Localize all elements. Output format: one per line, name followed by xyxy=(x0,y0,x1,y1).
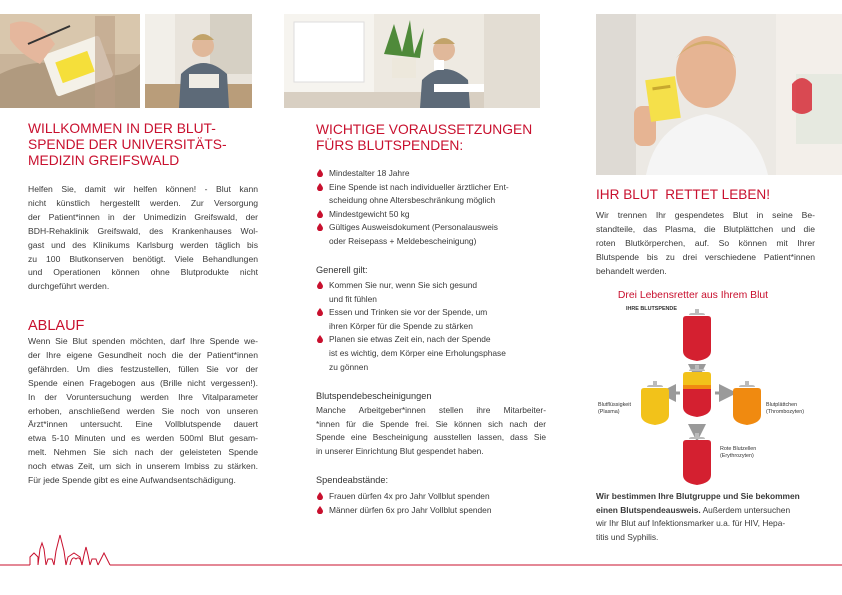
interval-item-text: Frauen dürfen 4x pro Jahr Vollblut spenden xyxy=(329,491,490,501)
rbc-label-sub: (Erythrozyten) xyxy=(720,453,754,459)
blood-component-diagram xyxy=(590,285,820,497)
platelets-label: Blutplättchen xyxy=(766,402,798,408)
general-item-text: zu gönnen xyxy=(329,361,369,372)
general-item xyxy=(316,333,556,374)
general-item xyxy=(316,279,556,306)
ablauf-heading: ABLAUF xyxy=(28,318,85,334)
interval-item-text: Männer dürfen 6x pro Jahr Vollblut spenden xyxy=(329,504,492,515)
blood-drop-icon xyxy=(317,169,323,177)
requirement-item-text: Eine Spende ist nach individueller ärztlicher Ent- xyxy=(329,181,509,192)
interval-item xyxy=(316,490,556,504)
blood-drop-icon xyxy=(317,506,323,514)
welcome-heading-line: MEDIZIN GREIFSWALD xyxy=(28,153,180,169)
platelets-label-sub: (Thrombozyten) xyxy=(766,409,805,415)
ablauf-text-line: Für jede Spende gibt es eine Aufwandsentschädigung. xyxy=(28,475,236,486)
welcome-text-line: und Operationen können ohne Blutprodukte nicht xyxy=(28,267,258,278)
welcome-text-line: BDH-Rehaklinik Greifswald, des Krankenhauses Wol- xyxy=(28,225,258,236)
requirement-item-text: Gültiges Ausweisdokument (Personalausweis xyxy=(329,222,498,233)
general-item-text: Essen und Trinken sie vor der Spende, um xyxy=(329,307,488,318)
platelets-bag xyxy=(733,381,761,425)
ablauf-text-line: Wenn Sie Blut spenden möchten, darf Ihre Spende we- xyxy=(28,336,258,346)
certificate-heading: Blutspendebescheinigungen xyxy=(316,391,432,401)
general-item xyxy=(316,306,556,333)
requirement-item-text: scheidung ohne Altersbeschränkung möglich xyxy=(329,195,496,206)
separation-text-line: Blutspende bis zu drei verschiedene Patient*innen xyxy=(596,251,815,262)
welcome-text-line: der Patient*innen in der Unimedizin Greifswald, der xyxy=(28,211,258,222)
ablauf-text xyxy=(28,335,258,488)
interval-heading: Spendeabstände: xyxy=(316,475,389,485)
requirement-item xyxy=(316,221,556,248)
ablauf-text-line: Ärzt*innen untersucht. Eine Vollblutspende dauert xyxy=(28,419,258,430)
photo-man-drinking xyxy=(284,14,540,108)
bloodgroup-tail: Außerdem untersuchen xyxy=(700,504,791,515)
separation-text-line: behandelt werden. xyxy=(596,265,667,276)
separation-text-line: roten Blutkörperchen, auf. So können mit Ihrer xyxy=(596,237,815,248)
diagram-title: Drei Lebensretter aus Ihrem Blut xyxy=(617,290,769,301)
photo-man-reading xyxy=(145,14,252,108)
certificate-text-line: in unserer Einrichtung Blut gespendet haben. xyxy=(316,445,484,456)
welcome-heading xyxy=(28,121,260,170)
interval-list xyxy=(316,490,556,517)
blood-drop-icon xyxy=(317,223,323,231)
general-item-text: und fit fühlen xyxy=(329,293,377,304)
red-blood-cell-bag xyxy=(683,433,711,485)
whole-blood-bag xyxy=(683,309,711,361)
lifesaver-heading: IHR BLUT RETTET LEBEN! xyxy=(596,187,770,202)
welcome-text-line: Helfen Sie, damit wir helfen können! - Blut kann xyxy=(28,184,258,194)
ablauf-text-line: melt. Nehmen Sie sich nach der geleisteten Spende xyxy=(28,447,258,458)
ablauf-text-line: In der Voruntersuchung werden Ihre Vitalparameter xyxy=(28,391,258,402)
separation-text-line: Wir trennen Ihr gespendetes Blut in seine Be- xyxy=(596,210,815,220)
bloodgroup-bold: Wir bestimmen Ihre Blutgruppe und Sie bekommen xyxy=(596,491,800,501)
requirement-item-text: Mindestgewicht 50 kg xyxy=(329,208,410,219)
requirements-list xyxy=(316,167,556,249)
plasma-label-sub: (Plasma) xyxy=(598,409,620,415)
separation-text xyxy=(596,209,815,279)
requirement-item-text: Mindestalter 18 Jahre xyxy=(329,168,410,178)
requirement-item xyxy=(316,208,556,222)
separation-text-line: standteile, das Plasma, die Blutplättchen und die xyxy=(596,223,815,234)
interval-item xyxy=(316,504,556,518)
photo-questionnaire xyxy=(0,14,140,108)
diagram-source-label: IHRE BLUTSPENDE xyxy=(626,306,677,312)
ablauf-text-line: Spende einen Fragebogen aus (Brille nicht vergessen!). xyxy=(28,377,258,388)
general-item-text: Planen sie etwas Zeit ein, nach der Spende xyxy=(329,334,491,345)
general-heading: Generell gilt: xyxy=(316,265,368,275)
welcome-text-line: zu 100 Blutkonserven benötigt. Viele Behandlungen xyxy=(28,253,258,264)
requirements-heading-line: WICHTIGE VORAUSSETZUNGEN xyxy=(316,122,533,137)
general-item-text: ist es wichtig, dem Körper eine Erholungsphase xyxy=(329,347,506,358)
plasma-label: Blutflüssigkeit xyxy=(598,402,631,408)
rbc-label: Rote Blutzellen xyxy=(720,446,757,452)
general-item-text: ihren Körper für die Spende zu stärken xyxy=(329,320,473,331)
welcome-text-line: nicht künstlich hergestellt werden. Zur Versorgung xyxy=(28,197,258,208)
general-item-text: Kommen Sie nur, wenn Sie sich gesund xyxy=(329,280,478,290)
blood-drop-icon xyxy=(317,183,323,191)
ablauf-text-line: noch etwas Zeit, um sich in unserem Imbiss zu stärken. xyxy=(28,461,258,472)
bloodgroup-text-line: wir Ihr Blut auf Infektionsmarker u.a. für HIV, Hepa- xyxy=(596,518,786,529)
blood-drop-icon xyxy=(317,281,323,289)
bloodgroup-bold: einen Blutspendeausweis. xyxy=(596,504,701,515)
requirement-item-text: oder Reisepass + Meldebescheinigung) xyxy=(329,235,477,246)
welcome-heading-line: WILLKOMMEN IN DER BLUT- xyxy=(28,121,216,136)
ablauf-text-line: der Ihre eigene Gesundheit noch die der Patient*innen xyxy=(28,349,258,360)
bloodgroup-text-line: titis und Syphilis. xyxy=(596,532,659,543)
certificate-text xyxy=(316,404,546,458)
certificate-text-line: Manche Arbeitgeber*innen stellen ihre Mitarbeiter- xyxy=(316,405,546,415)
separated-blood-bag xyxy=(683,365,711,417)
photo-man-donor-card xyxy=(596,14,842,175)
welcome-text xyxy=(28,183,258,294)
blood-drop-icon xyxy=(317,492,323,500)
blood-drop-icon xyxy=(317,335,323,343)
certificate-text-line: *innen für die Spende frei. Sie können sich nach der xyxy=(316,418,546,429)
plasma-bag xyxy=(641,381,669,425)
blood-drop-icon xyxy=(317,308,323,316)
requirements-heading xyxy=(316,122,556,155)
welcome-heading-line: SPENDE DER UNIVERSITÄTS- xyxy=(28,137,227,153)
general-list xyxy=(316,279,556,374)
ablauf-text-line: etwa 5-10 Minuten und es werden 500ml Blut gesam- xyxy=(28,433,258,444)
welcome-text-line: durchgeführt werden. xyxy=(28,281,110,292)
requirement-item xyxy=(316,181,556,208)
ablauf-text-line: gefährden. Um dies festzustellen, füllen Sie vor der xyxy=(28,363,258,374)
welcome-text-line: gast und des Klinikums Karlsburg werden täglich bis xyxy=(28,239,258,250)
ablauf-text-line: erhoben, anschließend werden Sie noch von unseren xyxy=(28,405,258,416)
blood-drop-icon xyxy=(317,210,323,218)
requirement-item xyxy=(316,167,556,181)
certificate-text-line: Spende eine Bescheinigung ausstellen lassen, dass Sie xyxy=(316,432,546,443)
greifswald-skyline-footer xyxy=(0,525,842,595)
requirements-heading-line: FÜRS BLUTSPENDEN: xyxy=(316,138,464,154)
